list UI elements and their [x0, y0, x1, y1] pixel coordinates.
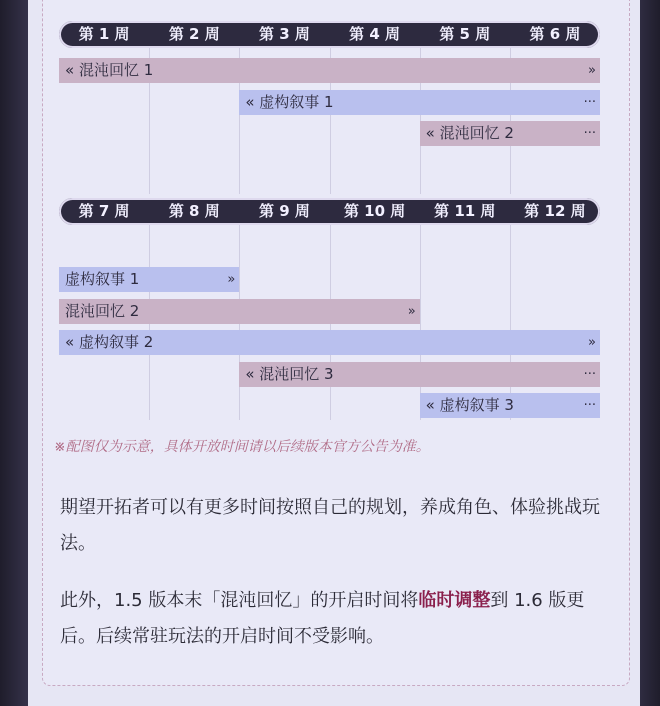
- week-label: 第 3 周: [258, 25, 310, 43]
- more-icon: ···: [583, 94, 596, 110]
- schedule-bar: [59, 330, 600, 355]
- end-icon: »: [227, 272, 236, 287]
- week-label: 第 5 周: [439, 25, 491, 43]
- week-label: 第 8 周: [168, 202, 220, 220]
- week-header-top: [59, 21, 600, 48]
- more-icon: ···: [583, 398, 596, 413]
- week-label: 第 1 周: [78, 25, 130, 43]
- week-label: 第 7 周: [78, 202, 130, 220]
- week-label: 第 4 周: [349, 25, 401, 43]
- end-icon: »: [588, 63, 596, 78]
- disclaimer-note: ※配图仅为示意，具体开放时间请以后续版本官方公告为准。: [54, 439, 430, 455]
- bar-label: « 虚构叙事 3: [425, 396, 514, 414]
- week-header-bottom: [59, 198, 600, 225]
- schedule-bar: [420, 121, 600, 146]
- highlight-text: 临时调整: [418, 590, 491, 611]
- bar-label: « 混沌回忆 3: [245, 364, 334, 383]
- end-icon: »: [407, 303, 416, 319]
- schedule-bar: [239, 90, 600, 115]
- left-frame: [0, 0, 28, 706]
- schedule-bar: [420, 393, 600, 418]
- schedule-bar: [59, 299, 420, 324]
- bar-label: 虚构叙事 1: [65, 270, 140, 288]
- more-icon: ···: [583, 366, 596, 382]
- bar-label: « 虚构叙事 2: [65, 333, 154, 351]
- schedule-bar: [59, 267, 239, 292]
- week-label: 第 9 周: [258, 202, 310, 220]
- paragraph-2: [60, 583, 605, 655]
- paragraph-2-text-b: 到 1.6 版更后。后续常驻玩法的开启时间不受影响。: [60, 590, 585, 647]
- week-label: 第 2 周: [168, 25, 220, 43]
- week-label: 第 6 周: [529, 25, 581, 43]
- end-icon: »: [588, 335, 596, 350]
- schedule-bar: [59, 58, 600, 83]
- bar-label: « 混沌回忆 1: [65, 61, 154, 79]
- grid-line: [510, 225, 511, 420]
- more-icon: ···: [583, 126, 596, 141]
- week-label: 第 12 周: [524, 202, 586, 220]
- bar-label: « 混沌回忆 2: [425, 124, 514, 142]
- paragraph-2-text-a: 此外，1.5 版本末「混沌回忆」的开启时间将: [60, 590, 419, 611]
- week-label: 第 11 周: [434, 202, 496, 220]
- schedule-bar: [239, 362, 600, 387]
- bar-label: 混沌回忆 2: [65, 301, 140, 320]
- bar-label: « 虚构叙事 1: [245, 92, 334, 111]
- grid-line: [420, 225, 421, 420]
- week-label: 第 10 周: [343, 202, 406, 220]
- paragraph-1: 期望开拓者可以有更多时间按照自己的规划，养成角色、体验挑战玩法。: [60, 497, 600, 554]
